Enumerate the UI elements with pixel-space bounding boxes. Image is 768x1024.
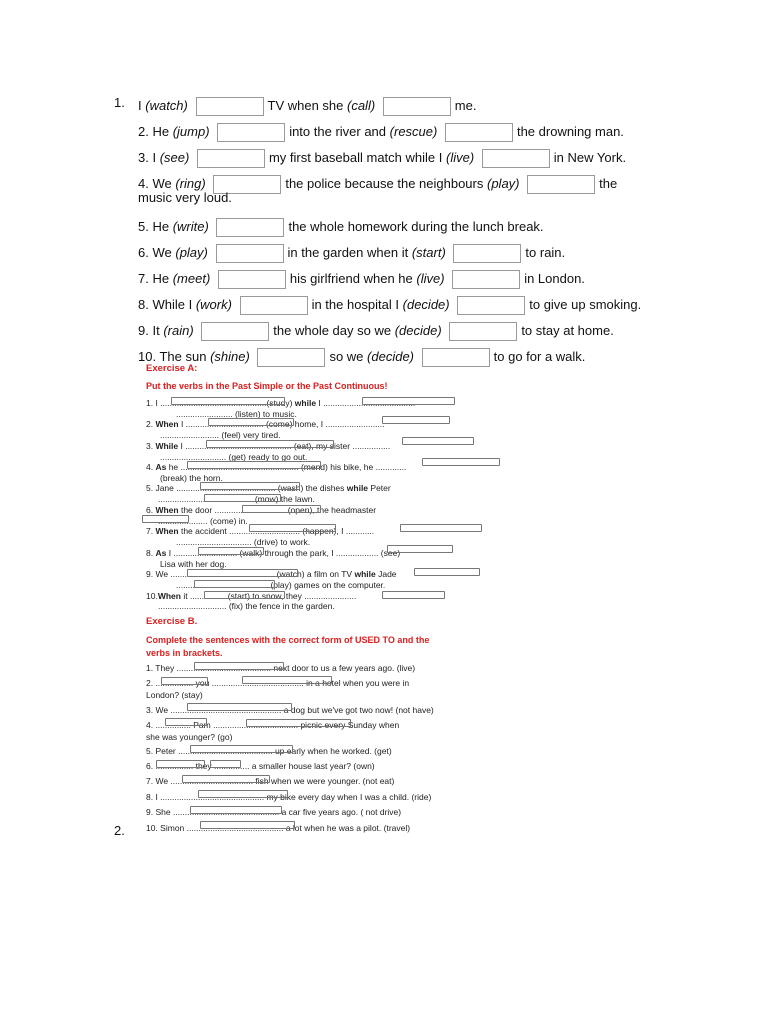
verb-hint: (shine) (210, 349, 250, 364)
sentence-text: to go for a walk. (493, 349, 586, 364)
answer-box[interactable] (196, 97, 264, 116)
verb-hint: (live) (446, 150, 475, 165)
row-number: 9. (138, 323, 149, 338)
answer-box[interactable] (453, 244, 521, 263)
verb-hint: (meet) (172, 271, 211, 286)
list-marker-2: 2. (114, 823, 125, 838)
worksheet-answer-box[interactable] (194, 580, 275, 588)
worksheet-line: 4. As he .................................................. (mend) his bike, he ............. (146, 462, 407, 472)
verb-hint: (ring) (175, 176, 206, 191)
worksheet-line: Lisa with her dog. (160, 559, 227, 569)
worksheet-answer-box[interactable] (198, 547, 264, 555)
sentence-text: to rain. (525, 245, 566, 260)
worksheet-line: 8. As I ........................... (walk) through the park, I .................. (see) (146, 548, 401, 558)
row-number: 6. (138, 245, 149, 260)
worksheet-line: 3. We ............................................... a dog but we've got two now! (not have) (146, 705, 434, 715)
exercise-a-title: Exercise A: (146, 363, 198, 374)
worksheet-line: 9. We ............................................ (watch) a film on TV while Jade (146, 569, 397, 579)
answer-box[interactable] (422, 348, 490, 367)
worksheet-answer-box[interactable] (246, 719, 351, 727)
sentence-text: The sun (159, 349, 207, 364)
answer-box[interactable] (217, 123, 285, 142)
worksheet-line: 5. Peter ........................................ up early when he worked. (get) (146, 746, 392, 756)
sentence-text: to give up smoking. (529, 297, 642, 312)
verb-hint: (see) (159, 150, 190, 165)
worksheet-line: 7. When the accident .............................. (happen), I ............ (146, 526, 375, 536)
verb-hint: (play) (487, 176, 520, 191)
exercise-row (138, 216, 544, 235)
worksheet-answer-box[interactable] (382, 416, 450, 424)
exercise-row (138, 95, 476, 114)
verb-hint: (rescue) (389, 124, 438, 139)
verb-hint: (jump) (172, 124, 210, 139)
sentence-text: TV when she (267, 98, 344, 113)
exercise-row (138, 320, 614, 339)
row-number: 8. (138, 297, 149, 312)
worksheet-answer-box[interactable] (402, 437, 474, 445)
verb-hint: (play) (175, 245, 208, 260)
row-number: 7. (138, 271, 149, 286)
sentence-text: in New York. (553, 150, 627, 165)
worksheet-answer-box[interactable] (165, 718, 207, 726)
sentence-text: the whole homework during the lunch break. (288, 219, 544, 234)
row-number: 2. (138, 124, 149, 139)
worksheet-line: 9. She ............................................. a car five years ago. ( not drive) (146, 807, 402, 817)
sentence-text: We (152, 176, 172, 191)
answer-box[interactable] (449, 322, 517, 341)
sentence-text: so we (329, 349, 364, 364)
worksheet-answer-box[interactable] (362, 397, 455, 405)
sentence-text: in the hospital I (311, 297, 400, 312)
row-number: 10. (138, 349, 157, 364)
worksheet-answer-box[interactable] (387, 545, 453, 553)
worksheet-line: 10. Simon ......................................... a lot when he was a pilot. (travel) (146, 823, 411, 833)
answer-box[interactable] (383, 97, 451, 116)
worksheet-answer-box[interactable] (156, 760, 205, 768)
verb-hint: (start) (411, 245, 446, 260)
exercise-row (138, 294, 641, 313)
worksheet-answer-box[interactable] (204, 494, 281, 502)
worksheet-line: 2. ................ you ....................................... in a hotel when you were in (146, 678, 410, 688)
answer-box[interactable] (452, 270, 520, 289)
worksheet-answer-box[interactable] (161, 677, 208, 685)
worksheet-answer-box[interactable] (400, 524, 482, 532)
worksheet-line: 2. When I ................................. (come) home, I ......................... (146, 419, 385, 429)
answer-box[interactable] (218, 270, 286, 289)
row-number: 4. (138, 176, 149, 191)
worksheet-line: ........................................ (mow) the lawn. (158, 494, 315, 504)
worksheet-answer-box[interactable] (171, 397, 285, 405)
worksheet-answer-box[interactable] (382, 591, 445, 599)
sentence-text: into the river and (289, 124, 387, 139)
worksheet-answer-box[interactable] (190, 806, 282, 814)
exercise-row (138, 268, 585, 287)
verb-hint: (decide) (402, 297, 450, 312)
list-marker-1: 1. (114, 95, 125, 110)
sentence-text: It (152, 323, 160, 338)
answer-box[interactable] (482, 149, 550, 168)
worksheet-answer-box[interactable] (142, 515, 189, 523)
worksheet-line: 7. We ................................... fish when we were younger. (not eat) (146, 776, 395, 786)
worksheet-answer-box[interactable] (187, 703, 292, 711)
exercise-row (138, 121, 624, 140)
worksheet-line: London? (stay) (146, 690, 203, 700)
exercise-row (138, 147, 626, 166)
worksheet-line: 10.When it ............... (start) to snow, they ...................... (146, 591, 357, 601)
answer-box[interactable] (240, 296, 308, 315)
answer-box[interactable] (216, 218, 284, 237)
worksheet-line: 6. When the door .............................. (open), the headmaster (146, 505, 377, 515)
worksheet-answer-box[interactable] (208, 418, 294, 426)
worksheet-line: ......................... (feel) very tired. (160, 430, 281, 440)
sentence-text: He (152, 124, 170, 139)
answer-box[interactable] (201, 322, 269, 341)
sentence-text: He (152, 271, 170, 286)
worksheet-line: she was younger? (go) (146, 732, 233, 742)
sentence-text: my first baseball match while I (268, 150, 443, 165)
worksheet-line: ..................... (come) in. (158, 516, 248, 526)
worksheet-answer-box[interactable] (242, 676, 332, 684)
worksheet-answer-box[interactable] (200, 482, 300, 490)
sentence-text: in London. (524, 271, 585, 286)
sentence-text: in the garden when it (287, 245, 409, 260)
worksheet-line: 6. ................ they ............... a smaller house last year? (own) (146, 761, 375, 771)
verb-hint: (work) (195, 297, 232, 312)
row-number: 5. (138, 219, 149, 234)
exercise-b-instruction-1: Complete the sentences with the correct form of USED TO and the (146, 635, 430, 645)
worksheet-answer-box[interactable] (414, 568, 480, 576)
worksheet-answer-box[interactable] (204, 591, 285, 599)
worksheet-line: 8. I ............................................ my bike every day when I was a child. (ride) (146, 792, 432, 802)
worksheet-answer-box[interactable] (187, 461, 321, 469)
worksheet-line: ................................ (drive) to work. (176, 537, 311, 547)
worksheet-line: (break) the horn. (160, 473, 223, 483)
answer-box[interactable] (216, 244, 284, 263)
exercise-b-instruction-2: verbs in brackets. (146, 648, 223, 658)
worksheet-answer-box[interactable] (210, 760, 241, 768)
row-number: 3. (138, 150, 149, 165)
verb-hint: (rain) (163, 323, 194, 338)
sentence-text: the (599, 176, 618, 191)
answer-box[interactable] (457, 296, 525, 315)
sentence-text: his girlfriend when he (289, 271, 413, 286)
worksheet-line: ............................ (get) ready to go out. (160, 452, 308, 462)
answer-box[interactable] (197, 149, 265, 168)
exercise-b-title: Exercise B. (146, 616, 198, 627)
exercise-row-continued: music very loud. (138, 190, 232, 205)
sentence-text: I (152, 150, 157, 165)
worksheet-line: 5. Jane .......................................... (wash) the dishes while Peter (146, 483, 391, 493)
sentence-text: We (152, 245, 172, 260)
worksheet-line: 4. ............... Pam .................................... picnic every Sunday when (146, 720, 400, 730)
worksheet-answer-box[interactable] (198, 790, 288, 798)
answer-box[interactable] (445, 123, 513, 142)
sentence-text: I (138, 98, 142, 113)
exercise-row (138, 242, 565, 261)
worksheet-line: ............................. (fix) the fence in the garden. (158, 601, 335, 611)
verb-hint: (watch) (145, 98, 188, 113)
verb-hint: (decide) (394, 323, 442, 338)
sentence-text: While I (152, 297, 193, 312)
verb-hint: (write) (172, 219, 209, 234)
worksheet-answer-box[interactable] (200, 821, 295, 829)
worksheet-line: 1. I .............................................(study) while I ....................................... (146, 398, 416, 408)
worksheet-answer-box[interactable] (422, 458, 500, 466)
answer-box[interactable] (527, 175, 595, 194)
worksheet-answer-box[interactable] (206, 440, 334, 448)
sentence-text: the whole day so we (273, 323, 392, 338)
verb-hint: (live) (416, 271, 445, 286)
sentence-text: He (152, 219, 170, 234)
exercise-a-instruction: Put the verbs in the Past Simple or the Past Continuous! (146, 381, 388, 391)
worksheet-answer-box[interactable] (190, 745, 293, 753)
worksheet-line: 3. While I ............................................. (eat), my sister ................ (146, 441, 391, 451)
verb-hint: (decide) (367, 349, 415, 364)
worksheet-line: 1. They ........................................ next door to us a few years ago. (live) (146, 663, 416, 673)
exercise-row (138, 346, 585, 365)
verb-hint: (call) (347, 98, 376, 113)
worksheet-answer-box[interactable] (194, 662, 284, 670)
worksheet-line: ........................ (listen) to music. (176, 409, 297, 419)
worksheet-line: ....................................... (play) games on the computer. (176, 580, 386, 590)
sentence-text: me. (454, 98, 477, 113)
sentence-text: the drowning man. (516, 124, 624, 139)
worksheet-answer-box[interactable] (182, 775, 270, 783)
answer-box[interactable] (257, 348, 325, 367)
sentence-text: to stay at home. (521, 323, 614, 338)
worksheet-answer-box[interactable] (242, 505, 321, 513)
sentence-text: the police because the neighbours (285, 176, 484, 191)
worksheet-answer-box[interactable] (249, 524, 336, 532)
worksheet-answer-box[interactable] (187, 569, 298, 577)
